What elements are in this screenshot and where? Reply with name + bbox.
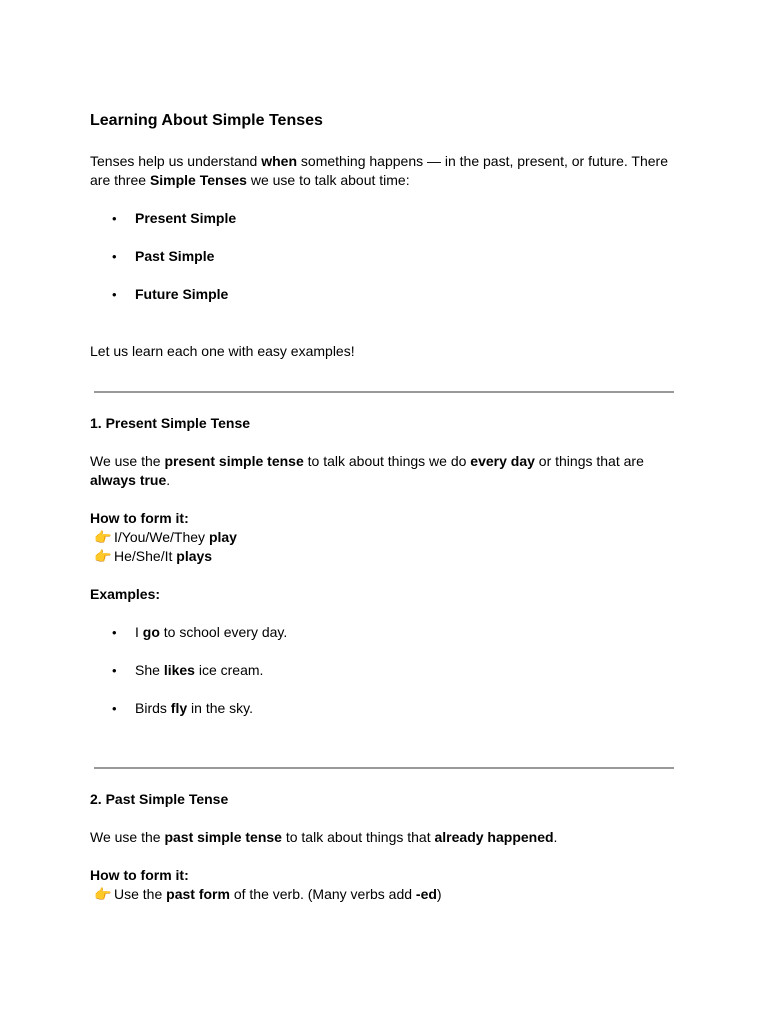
pointing-hand-icon: 👉	[94, 529, 112, 545]
present-form-line: 👉 I/You/We/They play	[94, 529, 237, 545]
bullet-icon: •	[112, 211, 117, 226]
list-item: • She likes ice cream.	[112, 662, 264, 678]
spacer	[90, 490, 680, 509]
spacer	[90, 190, 680, 209]
present-examples-list	[90, 623, 680, 718]
spacer	[90, 393, 680, 414]
list-item: • Past Simple	[112, 248, 215, 264]
bullet-icon: •	[112, 663, 117, 678]
spacer	[90, 604, 680, 623]
intro-paragraph: Tenses help us understand when something happens — in the past, present, or future. There are three Simple Tenses we use to talk about time:	[90, 153, 668, 188]
spacer	[90, 566, 680, 585]
bullet-icon: •	[112, 701, 117, 716]
section-heading-past: 2. Past Simple Tense	[90, 791, 229, 807]
spacer	[90, 809, 680, 828]
bullet-icon: •	[112, 249, 117, 264]
lead-in-text: Let us learn each one with easy examples!	[90, 343, 355, 359]
spacer	[90, 361, 680, 391]
spacer	[90, 433, 680, 452]
tenses-list	[90, 209, 680, 304]
present-description: We use the present simple tense to talk about things we do every day or things that are always true.	[90, 453, 644, 488]
spacer	[90, 769, 680, 790]
list-item: • Present Simple	[112, 210, 237, 226]
list-item: • Future Simple	[112, 286, 229, 302]
document-content	[90, 110, 680, 904]
pointing-hand-icon: 👉	[94, 886, 112, 902]
present-examples-label: Examples:	[90, 586, 161, 602]
bullet-icon: •	[112, 625, 117, 640]
pointing-hand-icon: 👉	[94, 548, 112, 564]
present-form-line: 👉 He/She/It plays	[94, 548, 213, 564]
spacer	[90, 718, 680, 767]
section-heading-present: 1. Present Simple Tense	[90, 415, 251, 431]
spacer	[90, 847, 680, 866]
bullet-icon: •	[112, 287, 117, 302]
page-title: Learning About Simple Tenses	[90, 112, 323, 129]
past-form-label: How to form it:	[90, 867, 189, 883]
past-description: We use the past simple tense to talk about things that already happened.	[90, 829, 558, 845]
list-item: • I go to school every day.	[112, 624, 288, 640]
list-item: • Birds fly in the sky.	[112, 700, 254, 716]
past-form-line: 👉 Use the past form of the verb. (Many verbs add -ed)	[94, 886, 442, 902]
present-form-label: How to form it:	[90, 510, 189, 526]
